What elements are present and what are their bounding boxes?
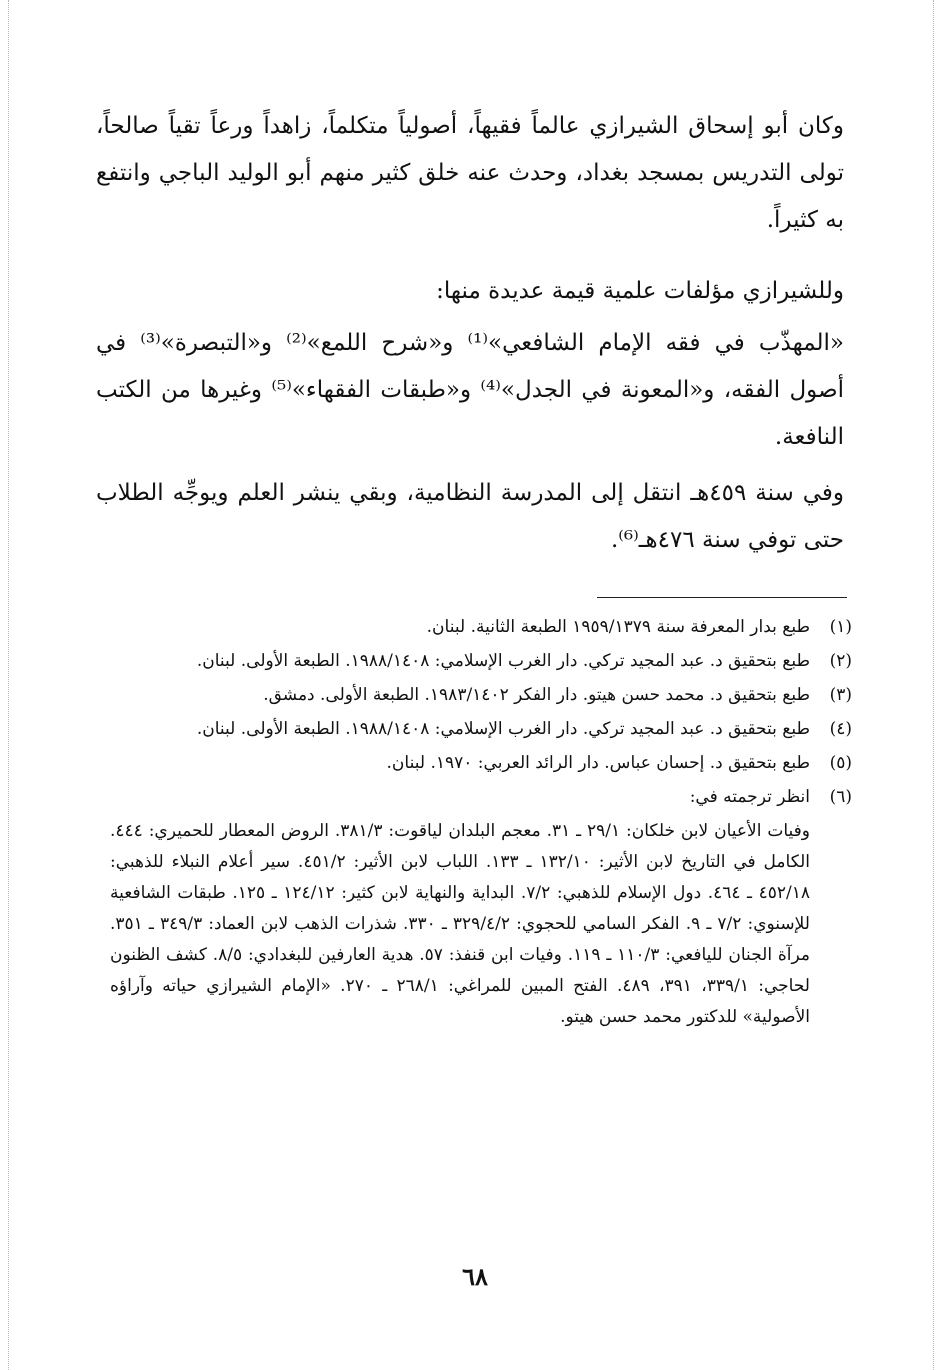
footnote-number: (٣) <box>829 685 852 705</box>
footnote-text: طبع بتحقيق د. إحسان عباس. دار الرائد العربي: ١٩٧٠. لبنان. <box>386 753 810 773</box>
footnote-number: (٥) <box>829 753 852 773</box>
body-paragraph-works-list: «المهذّب في فقه الإمام الشافعي»⁽¹⁾ و«شرح اللمع»⁽²⁾ و«التبصرة»⁽³⁾ في أصول الفقه، و«المعونة في الجدل»⁽⁴⁾ و«طبقات الفقهاء»⁽⁵⁾ وغيرها من الكتب النافعة. <box>96 330 844 450</box>
footnote-text: طبع بتحقيق د. عبد المجيد تركي. دار الغرب الإسلامي: ١٩٨٨/١٤٠٨. الطبعة الأولى. لبنان. <box>196 651 810 671</box>
body-paragraph-death: وفي سنة ٤٥٩هـ انتقل إلى المدرسة النظامية، وبقي ينشر العلم ويوجِّه الطلاب حتى توفي سنة ٤٧٦هـ⁽⁶⁾. <box>96 480 845 553</box>
footnote-text: طبع بدار المعرفة سنة ١٩٥٩/١٣٧٩ الطبعة الثانية. لبنان. <box>426 617 810 637</box>
footnote-text: انظر ترجمته في: <box>689 787 810 807</box>
footnote-6-references: وفيات الأعيان لابن خلكان: ٢٩/١ ـ ٣١. معجم البلدان لياقوت: ٣٨١/٣. الروض المعطار للحميري: ٤٤٤. الكامل في التاريخ لابن الأثير: ١٣٢/١٠ ـ ١٣٣. اللباب لابن الأثير: ٤٥١/٢. سير أعلام النبلاء للذهبي: ٤٥٢/١٨ ـ ٤٦٤. دول الإسلام للذهبي: ٧/٢. البداية والنهاية لابن كثير: ١٢٤/١٢ ـ ١٢٥. طبقات الشافعية للإسنوي: ٧/٢ ـ ٩. الفكر السامي للحجوي: ٣٢٩/٤/٢ ـ ٣٣٠. شذرات الذهب لابن العماد: ٣٤٩/٣ ـ ٣٥١. مرآة الجنان لليافعي: ١١٠/٣ ـ ١١٩. وفيات ابن قنفذ: ٥٧. هدية العارفين للبغدادي: ٨/٥. كشف الظنون لحاجي: ٣٣٩/١، ٣٩١، ٤٨٩. الفتح المبين للمراغي: ٢٦٨/١ ـ ٢٧٠. «الإمام الشيرازي حياته وآراؤه الأصولية» للدكتور محمد حسن هيتو. <box>110 821 811 1027</box>
page-edge-right <box>933 0 935 1370</box>
footnote-number: (١) <box>829 617 852 637</box>
footnote-number: (٢) <box>829 651 852 671</box>
footnotes-section <box>110 612 852 1033</box>
footnote-number: (٤) <box>829 719 852 739</box>
footnote-text: طبع بتحقيق د. محمد حسن هيتو. دار الفكر ١٩٨٣/١٤٠٢. الطبعة الأولى. دمشق. <box>263 685 810 705</box>
footnote-item <box>110 646 852 676</box>
footnote-number: (٦) <box>829 787 852 807</box>
footnote-item <box>110 748 852 778</box>
footnote-item <box>110 782 852 812</box>
page-edge-left <box>8 0 10 1370</box>
footnote-item <box>110 612 852 642</box>
page-number: ٦٨ <box>462 1262 488 1291</box>
body-paragraph-biography: وكان أبو إسحاق الشيرازي عالماً فقيهاً، أصولياً متكلماً، زاهداً ورعاً تقياً صالحاً، تولى التدريس بمسجد بغداد، وحدث عنه خلق كثير منهم أبو الوليد الباجي وانتفع به كثيراً. <box>96 113 844 233</box>
body-paragraph-works-intro: وللشيرازي مؤلفات علمية قيمة عديدة منها: <box>436 278 844 304</box>
footnote-item <box>110 680 852 710</box>
footnote-separator <box>597 597 847 598</box>
footnote-item <box>110 714 852 744</box>
footnote-text: طبع بتحقيق د. عبد المجيد تركي. دار الغرب الإسلامي: ١٩٨٨/١٤٠٨. الطبعة الأولى. لبنان. <box>196 719 810 739</box>
